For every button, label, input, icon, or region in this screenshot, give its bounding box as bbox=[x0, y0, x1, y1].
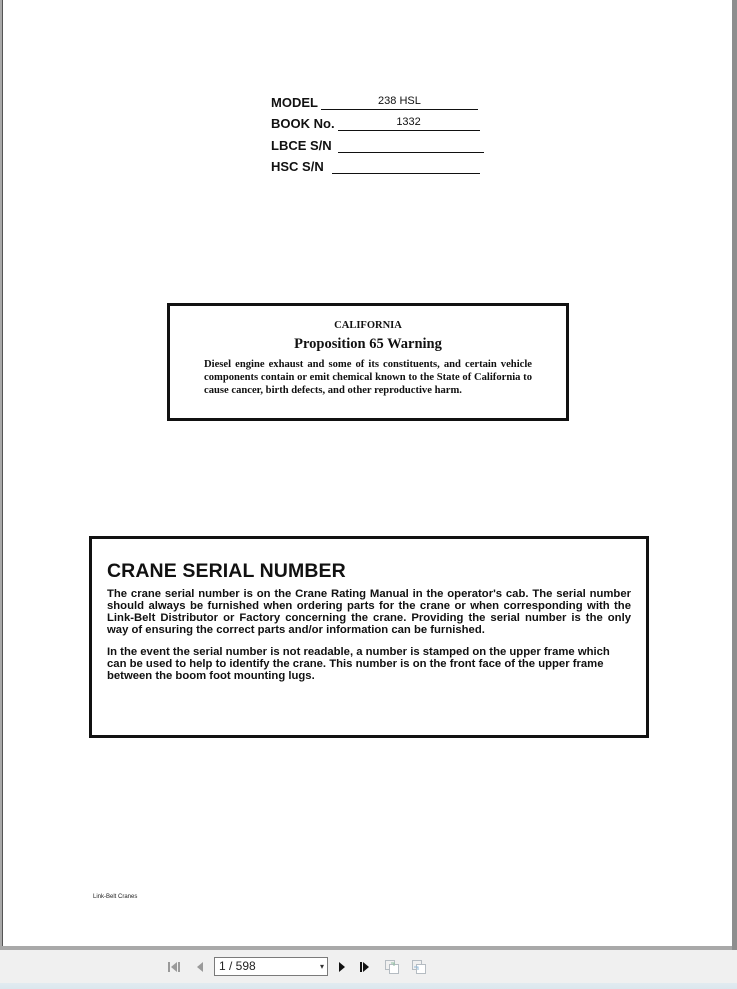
vertical-scrollbar[interactable] bbox=[732, 0, 737, 950]
info-fields bbox=[271, 88, 484, 174]
model-value: 238 HSL bbox=[321, 95, 478, 110]
last-page-button[interactable] bbox=[358, 959, 374, 975]
hsc-value bbox=[332, 159, 480, 174]
model-label: MODEL bbox=[271, 94, 318, 110]
navigation-toolbar bbox=[0, 950, 737, 983]
hsc-label: HSC S/N bbox=[271, 159, 324, 174]
prop65-title: Proposition 65 Warning bbox=[294, 336, 442, 352]
book-value: 1332 bbox=[338, 116, 480, 131]
serial-paragraph-1: The crane serial number is on the Crane Rating Manual in the operator's cab. The serial number should always be furnished when ordering parts for the crane or when corresponding with the Link-Belt Distributor or Factory concerning the crane. Providing the serial number is the only way of ensuring the correct parts and/or information can be furnished. bbox=[107, 588, 631, 636]
next-page-button[interactable] bbox=[334, 959, 350, 975]
serial-number-box bbox=[89, 536, 649, 738]
serial-paragraph-2: In the event the serial number is not readable, a number is stamped on the upper frame which can be used to help to identify the crane. This number is on the front face of the upper frame between the boom foot mounting lugs. bbox=[107, 646, 610, 682]
last-page-icon bbox=[359, 961, 373, 973]
first-page-button[interactable] bbox=[166, 959, 182, 975]
previous-page-icon bbox=[195, 961, 205, 973]
book-label: BOOK No. bbox=[271, 116, 335, 131]
page-number-input[interactable] bbox=[214, 957, 328, 976]
lbce-label: LBCE S/N bbox=[271, 137, 332, 153]
next-page-icon bbox=[337, 961, 347, 973]
dropdown-arrow-icon[interactable]: ▾ bbox=[319, 962, 324, 971]
pdf-page bbox=[2, 0, 732, 946]
lbce-field bbox=[271, 131, 484, 153]
first-page-icon bbox=[167, 961, 181, 973]
previous-page-button[interactable] bbox=[192, 959, 208, 975]
prop65-state: CALIFORNIA bbox=[334, 320, 402, 331]
lbce-value bbox=[338, 138, 484, 153]
model-field bbox=[271, 88, 484, 110]
prop65-warning-box bbox=[167, 303, 569, 421]
page-footer: Link-Belt Cranes bbox=[93, 894, 138, 900]
prop65-body: Diesel engine exhaust and some of its constituents, and certain vehicle components contain or emit chemical known to the State of California to cause cancer, birth defects, and other reproductive harm. bbox=[204, 359, 532, 396]
status-bar bbox=[0, 983, 737, 989]
book-field bbox=[271, 110, 484, 132]
two-page-view-button[interactable] bbox=[411, 959, 427, 975]
serial-title: CRANE SERIAL NUMBER bbox=[107, 560, 346, 582]
single-page-view-button[interactable] bbox=[384, 959, 400, 975]
two-page-view-icon bbox=[411, 959, 427, 975]
page-indicator: 1 / 598 bbox=[219, 959, 256, 973]
hsc-field bbox=[271, 153, 484, 175]
single-page-view-icon bbox=[384, 959, 400, 975]
